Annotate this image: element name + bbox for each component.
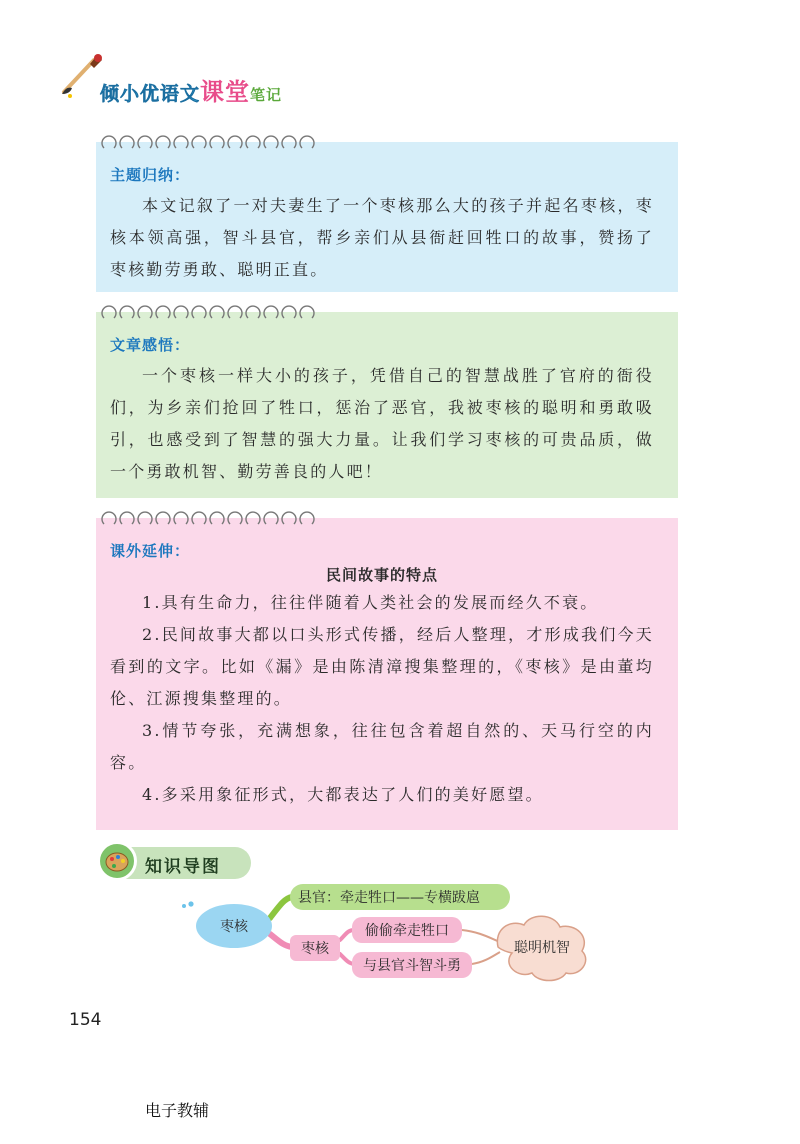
knowledge-map-title: 知识导图	[145, 857, 221, 877]
theme-paragraph: 本文记叙了一对夫妻生了一个枣核那么大的孩子并起名枣核，枣核本领高强，智斗县官，帮乡亲们从县衙赶回牲口的故事，赞扬了枣核勤劳勇敢、聪明正直。	[110, 196, 654, 279]
theme-heading: 主题归纳：	[110, 166, 191, 184]
extension-item-1: 1.具有生命力，往往伴随着人类社会的发展而经久不衰。	[142, 593, 599, 612]
leaf1-label: 偷偷牵走牲口	[365, 923, 449, 939]
brand-part-3: 笔记	[250, 86, 283, 104]
page-number: 154	[69, 1010, 102, 1030]
footer-label: 电子教辅	[145, 1101, 210, 1120]
brand-part-2: 课堂	[200, 78, 251, 106]
insight-heading: 文章感悟：	[110, 336, 191, 354]
brand-part-1: 倾小优语文	[100, 83, 201, 105]
extension-subtitle: 民间故事的特点	[325, 566, 438, 584]
extension-heading: 课外延伸：	[110, 542, 191, 560]
leaf2-label: 与县官斗智斗勇	[363, 958, 461, 974]
branch-official-line	[270, 897, 292, 918]
leaf1-line	[340, 930, 354, 940]
branch-zaohe-label: 枣核	[301, 941, 329, 957]
extension-item-3: 3.情节夸张，充满想象，往往包含着超自然的、天马行空的内容。	[110, 721, 654, 772]
branch-official-label: 县官：牵走牲口——专横跋扈	[298, 890, 480, 906]
extension-item-2: 2.民间故事大都以口头形式传播，经后人整理，才形成我们今天看到的文字。比如《漏》是由陈清漳搜集整理的，《枣核》是由董均伦、江源搜集整理的。	[110, 625, 654, 708]
decor-dot	[182, 904, 186, 908]
summary-label: 聪明机智	[514, 940, 570, 956]
root-node-label: 枣核	[220, 919, 248, 935]
leaf2-connector	[472, 952, 500, 964]
leaf2-line	[340, 954, 354, 964]
extension-item-4: 4.多采用象征形式，大都表达了人们的美好愿望。	[142, 785, 544, 804]
branch-zaohe-line	[270, 934, 292, 947]
decor-dot	[188, 901, 193, 906]
insight-paragraph: 一个枣核一样大小的孩子，凭借自己的智慧战胜了官府的衙役们，为乡亲们抢回了牲口，惩治了恶官，我被枣核的聪明和勇敢吸引，也感受到了智慧的强大力量。让我们学习枣核的可贵品质，做一个勇敢机智、勤劳善良的人吧！	[110, 366, 654, 481]
leaf1-connector	[462, 930, 500, 942]
